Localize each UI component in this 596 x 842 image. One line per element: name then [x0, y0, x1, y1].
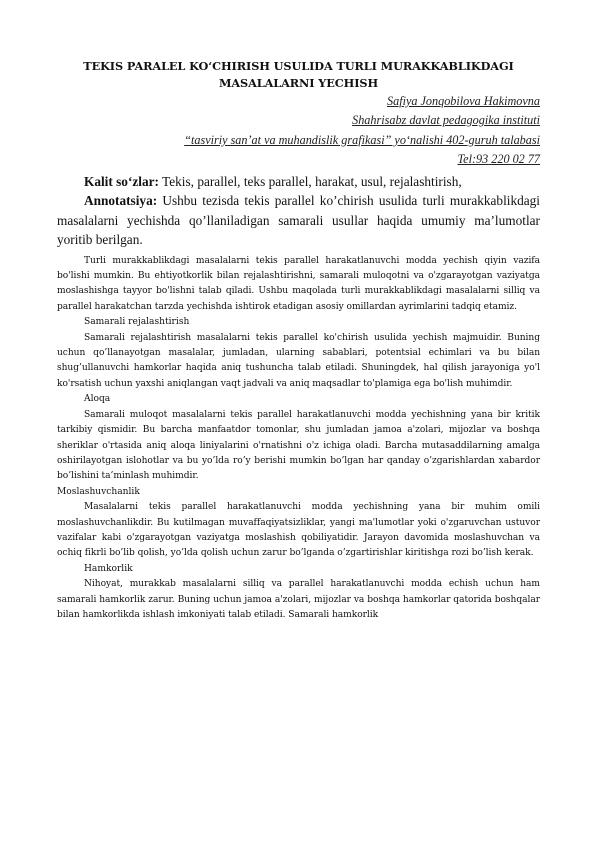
title-line-1: TEKIS PARALEL KO‘CHIRISH USULIDA TURLI MURAKKABLIKDAGI — [83, 59, 514, 73]
phone-number: 220 02 77 — [488, 152, 540, 167]
communication-paragraph: Samarali muloqot masalalarni tekis parallel harakatlanuvchi modda yechishning yana bir kritik tarkibiy qismidir. Bu barcha manfaatdor tomonlar, shu jumladan jamoa a'zolari, mijozlar va boshqa sheriklar o'rtasida aniq aloqa liniyalarini o'rnatishni o'z ichiga oladi. Barcha mutasaddilarning amalga oshirilayotgan islohotlar va bu yo’lda ro’y berishi mumkin bo’lgan har qanday o’zgarishlardan xabardor bo’lishini ta’minlash muhimdir. — [57, 409, 540, 482]
abstract-paragraph — [57, 191, 540, 250]
keywords-label: Kalit so‘zlar: — [84, 173, 159, 189]
program-line: “tasviriy san’at va muhandislik grafikasi” yo‘nalishi 402-guruh talabasi — [184, 132, 540, 147]
intro-paragraph: Turli murakkablikdagi masalalarni tekis parallel harakatlanuvchi modda yechish qiyin vazifa bo'lishi mumkin. Bu ehtiyotkorlik bilan rejalashtirishni, samarali muloqotni va o'zgarayotgan vaziyatga moslashishga tayyor bo'lishni talab qiladi. Ushbu maqolada turli murakkablikdagi masalalarni silliq va parallel harakatchan tarzda yechishda ishtirok etadigan asosiy omillardan ayrimlarini tadqiq etamiz. — [57, 255, 540, 312]
collaboration-paragraph: Nihoyat, murakkab masalalarni silliq va parallel harakatlanuvchi modda echish uchun ham samarali hamkorlik zarur. Buning uchun jamoa a'zolari, mijozlar va boshqa hamkorlar qatorida boshqalar bilan hamkorlikda ishlash imkoniyati talab etiladi. Samarali hamkorlik — [57, 579, 540, 620]
keywords-text: Tekis, parallel, teks parallel, harakat, usul, rejalashtirish, — [158, 173, 462, 189]
phone-line — [57, 150, 540, 169]
title-line-2: MASALALARNI YECHISH — [218, 76, 379, 90]
section-heading-planning: Samarali rejalashtirish — [84, 317, 190, 328]
abstract-text: Ushbu tezisda tekis parallel ko’chirish usulida turli murakkablikdagi masalalarni yechishda qo’llaniladigan samarali usullar haqida umumiy ma’lumotlar yoritib berilgan. — [57, 193, 540, 248]
institution-name: Shahrisabz davlat pedagogika instituti — [352, 113, 540, 128]
keywords-paragraph — [57, 172, 540, 192]
abstract-label: Annotatsiya: — [84, 193, 158, 209]
phone-link[interactable]: Tel:93 — [457, 152, 489, 167]
section-heading-collaboration: Hamkorlik — [84, 563, 133, 574]
document-page — [57, 58, 540, 623]
planning-paragraph: Samarali rejalashtirish masalalarni tekis parallel ko'chirish usulida yechish majmuidir. Buning uchun qo’llanayotgan masalalar, jumladan, ularning sabablari, potentsial echimlari va bu bilan shug’ullanuvchi hamkorlar haqida aniq tushuncha talab etiladi. Shuningdek, hal qilish jarayoniga yo'l ko'rsatish uchun yaxshi aniqlangan vaqt jadvali va aniq maqsadlar to'plamiga ega bo'lish muhimdir. — [57, 332, 540, 389]
flexibility-paragraph: Masalalarni tekis parallel harakatlanuvchi modda yechishning yana bir muhim omili moslashuvchanlikdir. Bu kutilmagan muvaffaqiyatsizliklar, yangi ma'lumotlar yoki o'zgaruvchan ustuvor vazifalar kabi o'zgarayotgan vaziyatga moslashish qobiliyatidir. Jarayon davomida moslashuvchan va ochiq fikrli bo’lib qolish, yo’lda qolish uchun zarur bo’lganda o’zgartirishlar kiritishga rozi bo’lish kerak. — [57, 502, 540, 559]
section-heading-flexibility: Moslashuvchanlik — [57, 486, 140, 497]
section-heading-communication: Aloqa — [84, 394, 111, 405]
author-name: Safiya Jonqobilova Hakimovna — [387, 94, 540, 108]
